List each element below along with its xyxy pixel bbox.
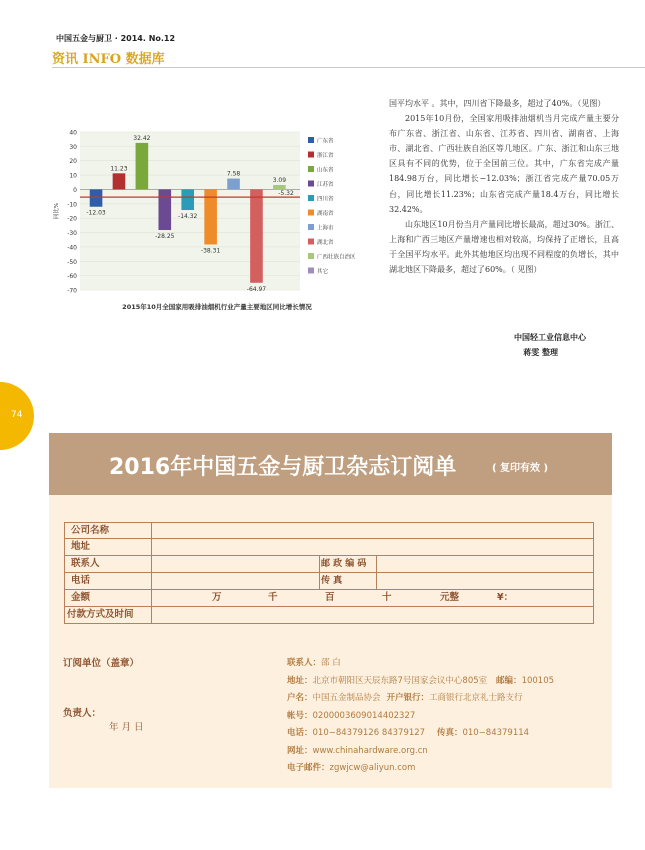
amount-unit: ¥： <box>497 592 514 603</box>
legend-swatch <box>308 181 314 187</box>
postcode-label: 邮 政 编 码 <box>321 556 377 572</box>
account-no-value: 0200003609014402327 <box>312 710 416 721</box>
y-tick-label: 20 <box>69 158 77 166</box>
bar-chart-svg <box>52 128 382 303</box>
web-key: 网址： <box>287 745 313 756</box>
account-name-key: 户名： <box>287 693 313 703</box>
bar <box>227 179 240 190</box>
legend-swatch <box>308 152 314 158</box>
legend-label: 广东省 <box>317 138 334 145</box>
legend-label: 上海市 <box>317 225 334 232</box>
legend-label: 浙江省 <box>317 153 334 159</box>
page-number: 74 <box>11 410 23 420</box>
article-body <box>389 96 619 277</box>
email-value[interactable]: zgwjcw@aliyun.com <box>329 763 416 773</box>
y-tick-label: -20 <box>67 215 77 223</box>
y-tick-label: -50 <box>67 258 77 266</box>
payment-label: 付款方式及时间 <box>65 607 152 623</box>
contact-value: 邵 白 <box>321 658 341 668</box>
data-label: 32.42 <box>133 134 151 142</box>
legend-label: 广西壮族自治区 <box>317 254 356 261</box>
contact-label: 联系人 <box>65 556 152 572</box>
bar <box>113 173 126 189</box>
form-row-address[interactable] <box>64 539 594 556</box>
contact-key: 联系人： <box>287 658 322 668</box>
data-label: -28.25 <box>155 233 175 241</box>
data-label: -14.32 <box>178 213 198 221</box>
source: 中国轻工业信息中心 <box>514 333 586 342</box>
y-tick-label: -30 <box>67 230 77 238</box>
amount-unit: 元整 <box>440 592 460 603</box>
bank-key: 开户银行： <box>386 693 429 703</box>
form-row-contact[interactable] <box>64 556 594 573</box>
legend-label: 四川省 <box>317 196 334 203</box>
email-key: 电子邮件： <box>287 763 330 773</box>
date-label: 年 月 日 <box>109 722 144 733</box>
legend-swatch <box>308 268 314 274</box>
amount-label: 金额 <box>65 590 152 606</box>
web-value[interactable]: www.chinahardware.org.cn <box>312 745 428 756</box>
legend-swatch <box>308 137 314 143</box>
editor: 蒋雯 整理 <box>523 348 558 357</box>
subscription-form <box>49 433 612 788</box>
bar <box>204 189 217 244</box>
data-label: 3.09 <box>272 177 287 185</box>
y-tick-label: 40 <box>69 129 77 137</box>
form-row-phone[interactable] <box>64 573 594 590</box>
article-credit <box>514 330 586 360</box>
bank-value: 工商银行北京礼士路支行 <box>428 693 523 703</box>
company-label: 公司名称 <box>65 523 152 539</box>
zip-key: 邮编： <box>496 675 522 686</box>
fax-key: 传真： <box>436 728 463 738</box>
tel-value: 010−84379126 84379127 <box>312 728 426 738</box>
legend-swatch <box>308 166 314 172</box>
legend-swatch <box>308 195 314 201</box>
account-no-key: 帐号： <box>287 710 313 721</box>
form-header <box>49 433 612 495</box>
y-tick-label: -70 <box>67 287 77 295</box>
legend-label: 山东省 <box>317 167 334 174</box>
bar <box>136 143 149 190</box>
data-label: -12.03 <box>86 209 106 217</box>
y-axis-label: 同比% <box>54 202 60 220</box>
account-name-value: 中国五金制品协会 <box>312 693 381 703</box>
bar <box>250 189 263 282</box>
zip-value: 100105 <box>521 675 555 686</box>
subscriber-label: 订阅单位（盖章） <box>63 658 140 669</box>
amount-unit: 百 <box>325 592 335 603</box>
form-subtitle: ( 复印有效 ) <box>492 463 549 474</box>
y-tick-label: 0 <box>73 186 77 194</box>
legend-label: 湖南省 <box>317 211 334 217</box>
cell-divider <box>319 573 320 589</box>
address-label: 地址 <box>65 539 152 555</box>
phone-label: 电话 <box>65 573 152 589</box>
address-key: 地址： <box>287 675 313 686</box>
data-label: -64.97 <box>246 285 267 293</box>
article-paragraph: 国平均水平 。其中，四川省下降最多，超过了40%。（见图） <box>389 99 606 108</box>
article-paragraph: 2015年10月份，全国家用吸排油烟机当月完成产量主要分布广东省、浙江省、山东省、江苏省、四川省、湖南省、上海市、湖北省、广西壮族自治区等几地区。广东、浙江和山东三地区具有不同的优势，位于全国前三位。其中，广东省完成产量184.98万台，同比增长−12.03%；浙江省完成产量70.05万台，同比增长11.23%；山东省完成产量18.4万台，同比增长32.42%。 <box>389 114 619 214</box>
article-paragraph: 山东地区10月份当月产量同比增长最高，超过30%。浙江、上海和广西三地区产量增速也相对较高，均保持了正增长，且高于全国平均水平。此外其他地区均出现不同程度的负增长，其中湖北地区下降最多，超过了60%。（ 见图） <box>389 219 619 275</box>
header-rule <box>52 67 645 68</box>
amount-unit: 十 <box>382 592 392 603</box>
fax-label: 传 真 <box>321 573 377 589</box>
y-tick-label: -60 <box>67 273 77 281</box>
chart-caption: 2015年10月全国家用吸排油烟机行业产量主要地区同比增长情况 <box>122 303 312 311</box>
section-title: 资讯 INFO 数据库 <box>52 52 165 67</box>
bar <box>273 185 286 189</box>
y-tick-label: -10 <box>67 201 77 209</box>
data-label: 7.58 <box>226 170 241 178</box>
legend-swatch <box>308 253 314 259</box>
y-tick-label: -40 <box>67 244 77 252</box>
amount-unit: 千 <box>268 592 278 603</box>
form-row-company[interactable] <box>64 522 594 539</box>
contact-info <box>287 655 554 778</box>
chart <box>52 128 382 318</box>
amount-unit: 万 <box>212 592 222 603</box>
fax-value: 010−84379114 <box>462 728 530 738</box>
address-value: 北京市朝阳区天辰东路7号国家会议中心805室 <box>312 675 488 686</box>
form-row-amount[interactable] <box>64 590 594 607</box>
data-label: -38.31 <box>200 247 221 255</box>
legend-label: 湖北省 <box>317 240 334 246</box>
data-label: 11.23 <box>110 165 128 173</box>
form-grid <box>64 522 594 624</box>
y-tick-label: 10 <box>69 172 77 180</box>
legend-swatch <box>308 224 314 230</box>
bar <box>158 189 171 230</box>
y-tick-label: 30 <box>69 143 77 151</box>
form-row-payment[interactable] <box>64 607 594 624</box>
responsible-label: 负责人： <box>63 708 102 719</box>
cell-divider <box>319 556 320 572</box>
tel-key: 电话： <box>287 728 313 738</box>
legend-label: 江苏省 <box>317 182 334 188</box>
journal-name: 中国五金与厨卫 · 2014. No.12 <box>56 34 176 43</box>
form-title: 2016年中国五金与厨卫杂志订阅单 <box>109 455 457 480</box>
plot-area <box>80 132 300 290</box>
bar <box>90 189 103 206</box>
bar <box>181 189 194 210</box>
reference-line-label: -5.32 <box>278 190 294 198</box>
legend-swatch <box>308 239 314 245</box>
legend-swatch <box>308 210 314 216</box>
legend-label: 其它 <box>317 269 329 275</box>
